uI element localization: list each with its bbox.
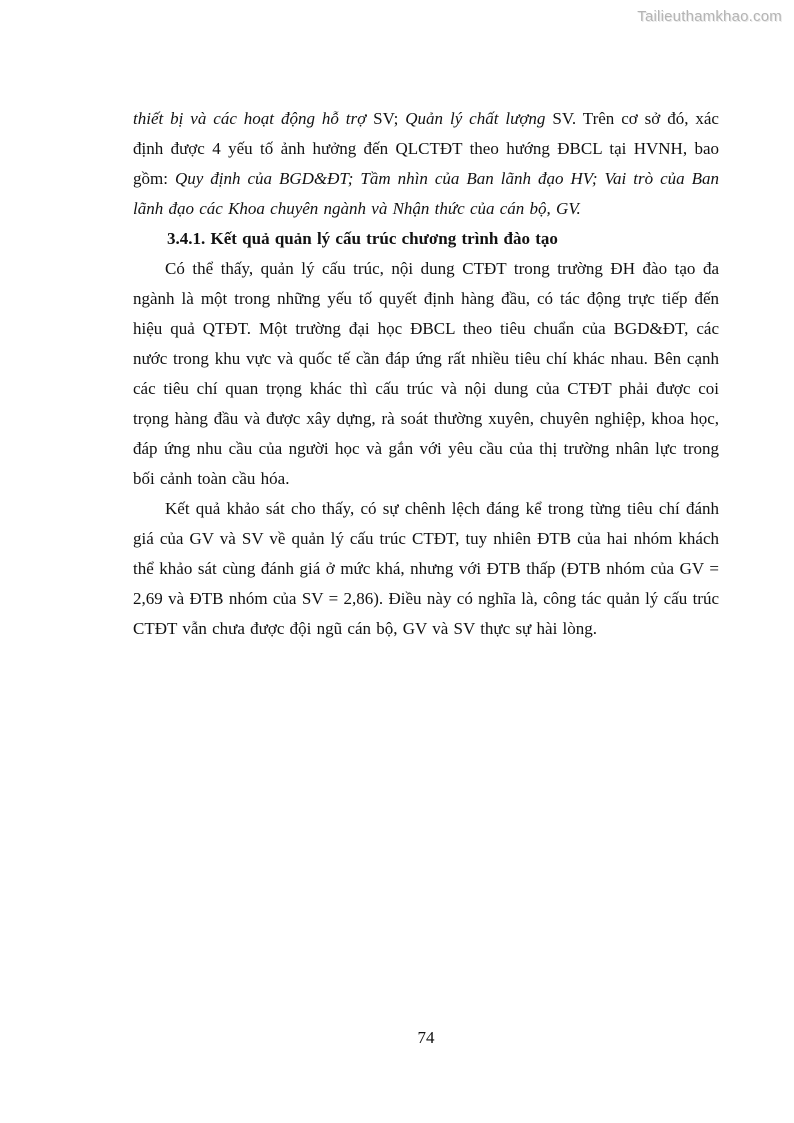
section-heading-3-4-1 bbox=[133, 224, 719, 254]
text-segment: Quản lý chất lượng bbox=[405, 109, 553, 128]
page-number: 74 bbox=[417, 1028, 435, 1047]
text-segment: thiết bị và các hoạt động hỗ trợ bbox=[133, 109, 374, 128]
watermark-site-label: Tailieuthamkhao.com bbox=[637, 8, 782, 25]
paragraph-survey-results bbox=[133, 494, 719, 644]
paragraph-factors-summary bbox=[133, 104, 719, 224]
document-body bbox=[133, 104, 719, 644]
text-segment: Kết quả khảo sát cho thấy, có sự chênh lệch đáng kể trong từng tiêu chí đánh giá của GV và SV về quản lý cấu trúc CTĐT, tuy nhiên ĐTB của hai nhóm khách thể khảo sát cùng đánh giá ở mức khá, nhưng với ĐTB thấp (ĐTB nhóm của GV = 2,69 và ĐTB nhóm của SV = 2,86). Điều này có nghĩa là, công tác quản lý cấu trúc CTĐT vẫn chưa được đội ngũ cán bộ, GV và SV thực sự hài lòng. bbox=[133, 499, 719, 638]
text-segment: Quy định của BGD&ĐT; Tầm nhìn của Ban lãnh đạo HV; Vai trò của Ban lãnh đạo các Khoa chuyên ngành và Nhận thức của cán bộ, GV. bbox=[133, 169, 719, 218]
text-segment: SV. Trên cơ sở đó, xác định được 4 yếu tố ảnh hưởng đến QLCTĐT theo hướng ĐBCL tại HVNH, bao gồm: bbox=[133, 109, 719, 188]
paragraph-structure-importance bbox=[133, 254, 719, 494]
text-segment: Có thể thấy, quản lý cấu trúc, nội dung CTĐT trong trường ĐH đào tạo đa ngành là một trong những yếu tố quyết định hàng đầu, có tác động trực tiếp đến hiệu quả QTĐT. Một trường đại học ĐBCL theo tiêu chuẩn của BGD&ĐT, các nước trong khu vực và quốc tế cần đáp ứng rất nhiều tiêu chí khác nhau. Bên cạnh các tiêu chí quan trọng khác thì cấu trúc và nội dung của CTĐT phải được coi trọng hàng đầu và được xây dựng, rà soát thường xuyên, chuyên nghiệp, khoa học, đáp ứng nhu cầu của người học và gắn với yêu cầu của thị trường nhân lực trong bối cảnh toàn cầu hóa. bbox=[133, 259, 719, 488]
text-segment: SV; bbox=[373, 109, 406, 128]
text-segment: 3.4.1. Kết quả quản lý cấu trúc chương trình đào tạo bbox=[167, 229, 558, 248]
